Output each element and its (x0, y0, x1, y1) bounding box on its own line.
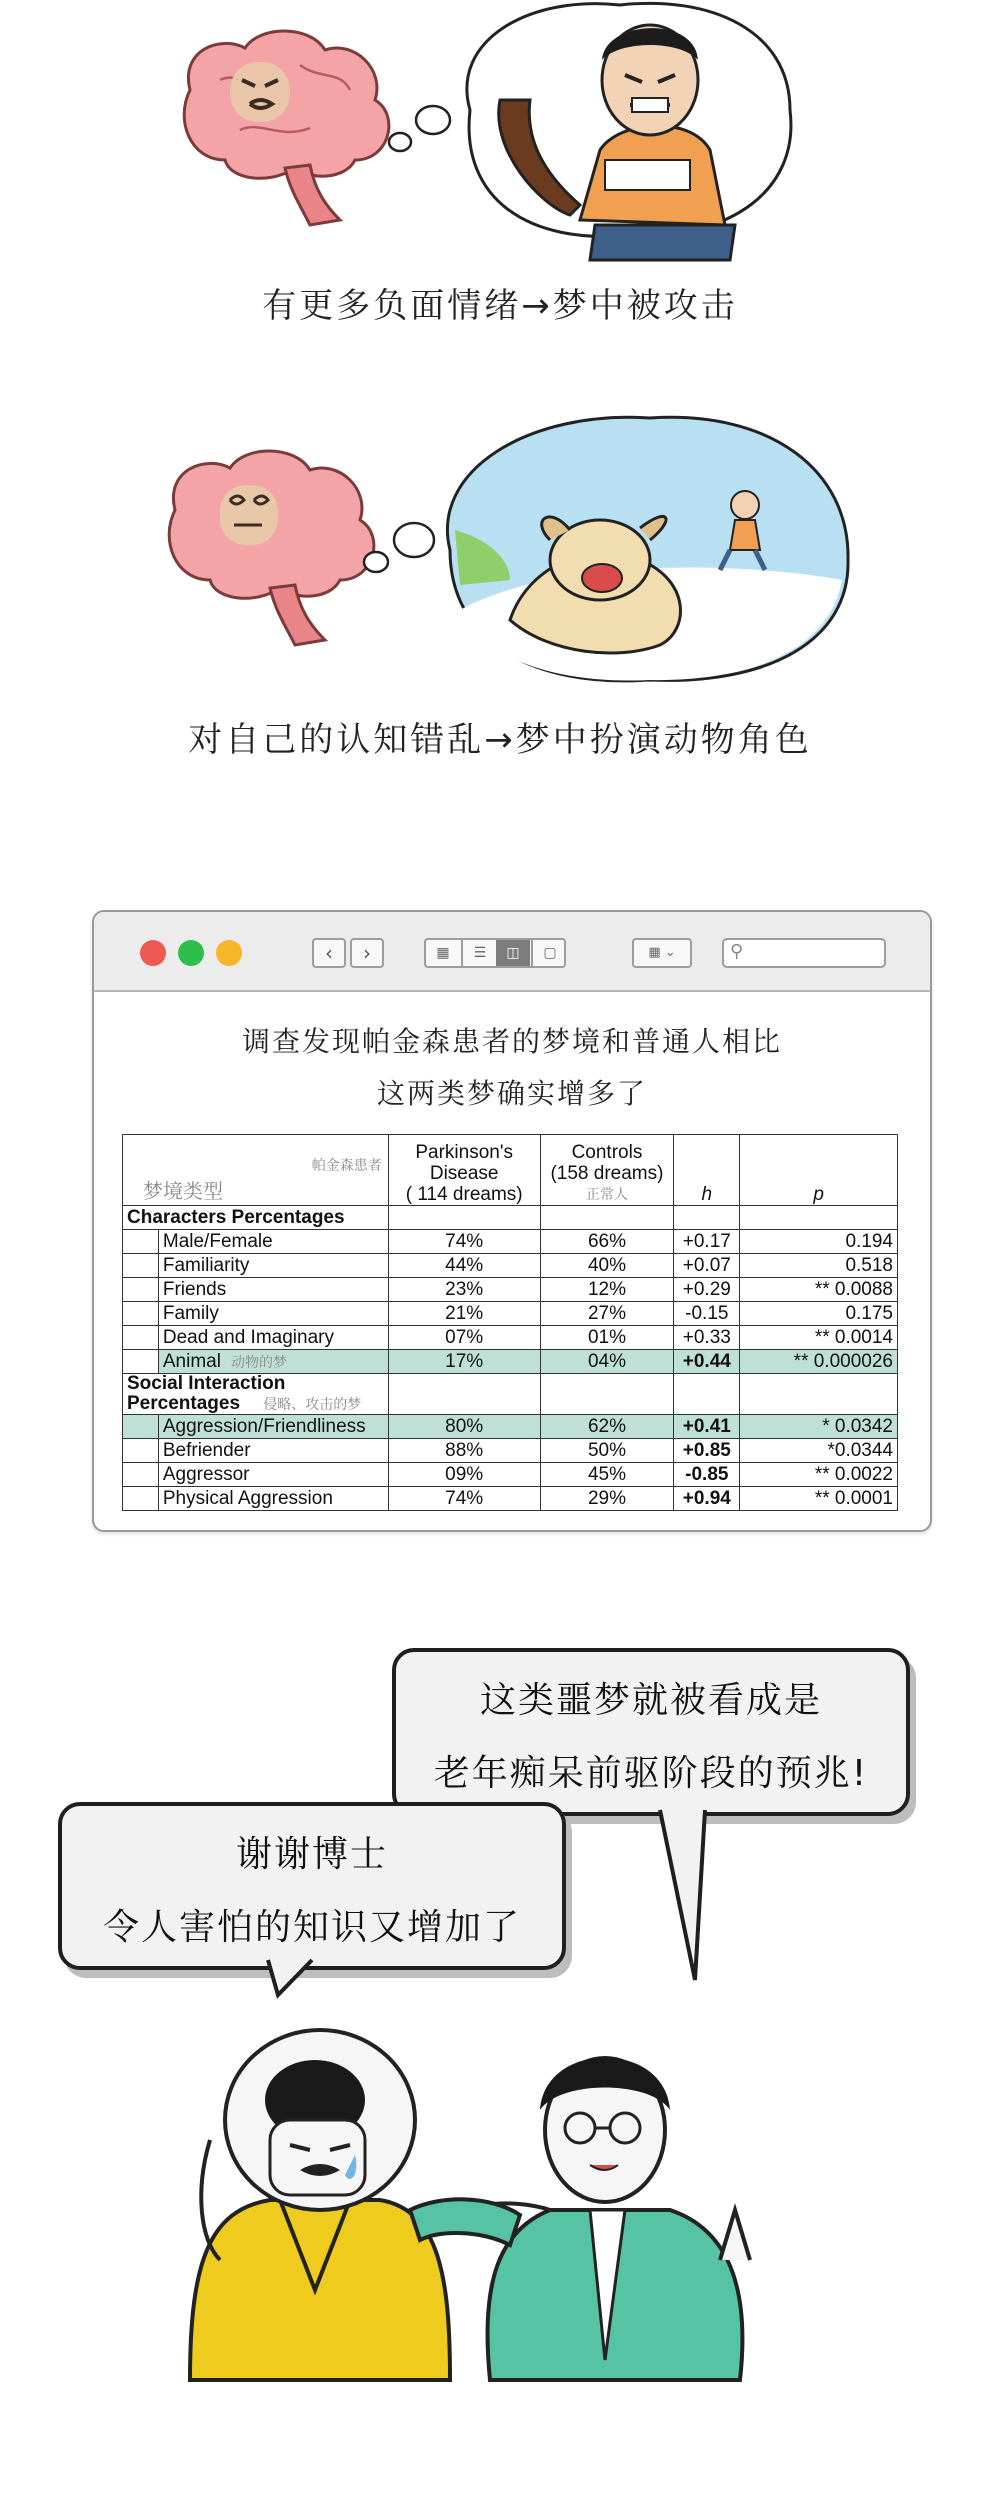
table-row (123, 1415, 898, 1439)
pd-chinese-label: 帕金森患者 (311, 1157, 382, 1173)
h-value: -0.85 (685, 1463, 729, 1485)
column-view-icon[interactable]: ◫ (496, 940, 530, 966)
table-row (123, 1463, 898, 1487)
controls-chinese-label: 正常人 (585, 1186, 628, 1202)
panel-brain-attack-illustration (150, 0, 930, 270)
patient-speech-line2: 令人害怕的知识又增加了 (102, 1907, 521, 1948)
row-label: Male/Female (162, 1230, 273, 1252)
row-indent-cell (123, 1463, 159, 1487)
h-value: +0.85 (682, 1439, 731, 1461)
patient-speech-line1: 谢谢博士 (235, 1834, 388, 1875)
caption-cognitive-confusion: 对自己的认知错乱→梦中扮演动物角色 (188, 720, 812, 760)
row-label: Aggressor (162, 1463, 250, 1485)
doctor-speech-line2: 老年痴呆前驱阶段的预兆! (433, 1753, 869, 1794)
controls-value: 04% (587, 1350, 626, 1372)
h-value: +0.17 (682, 1230, 731, 1252)
h-value: +0.33 (682, 1326, 731, 1348)
controls-column-header (540, 1135, 674, 1206)
p-value: ** 0.0088 (814, 1278, 893, 1300)
table-row (123, 1254, 898, 1278)
controls-value: 66% (587, 1230, 626, 1252)
row-label: Befriender (162, 1439, 251, 1461)
arrange-menu-button[interactable]: ▦ ⌄ (632, 938, 692, 968)
p-value: *0.0344 (827, 1439, 893, 1461)
brain-icon (169, 451, 374, 645)
pd-value: 88% (445, 1439, 484, 1461)
row-indent-cell (123, 1302, 159, 1326)
search-icon: ⚲ (730, 941, 744, 962)
aggression-chinese-label: 侵略、攻击的梦 (263, 1396, 362, 1412)
doctor-speech-line1: 这类噩梦就被看成是 (479, 1680, 822, 1721)
back-button[interactable]: ‹ (312, 938, 346, 968)
p-value: 0.175 (845, 1302, 893, 1324)
row-label: Dead and Imaginary (162, 1326, 334, 1348)
row-label: Animal (162, 1350, 221, 1372)
zoom-dot-icon[interactable] (216, 940, 242, 966)
controls-value: 27% (587, 1302, 626, 1324)
pd-value: 74% (445, 1230, 484, 1252)
forward-button[interactable]: › (350, 938, 384, 968)
dream-comparison-table (122, 1134, 898, 1511)
row-indent-cell (123, 1278, 159, 1302)
section-row-social (123, 1374, 898, 1415)
close-dot-icon[interactable] (140, 940, 166, 966)
pd-value: 80% (445, 1415, 484, 1437)
controls-value: 62% (587, 1415, 626, 1437)
doctor-speech-bubble (392, 1648, 910, 1816)
row-label: Family (162, 1302, 219, 1324)
pd-value: 21% (445, 1302, 484, 1324)
row-label: Familiarity (162, 1254, 250, 1276)
table-row (123, 1487, 898, 1511)
controls-value: 40% (587, 1254, 626, 1276)
list-view-icon[interactable]: ☰ (461, 940, 497, 966)
p-value: * 0.0342 (822, 1415, 893, 1437)
h-value: +0.07 (682, 1254, 731, 1276)
row-label: Physical Aggression (162, 1487, 333, 1509)
controls-value: 45% (587, 1463, 626, 1485)
table-row (123, 1350, 898, 1374)
controls-value: 29% (587, 1487, 626, 1509)
doctor-icon (410, 2058, 750, 2381)
p-header-label: p (813, 1184, 824, 1205)
p-column-header (740, 1135, 898, 1206)
row-indent-cell (123, 1487, 159, 1511)
h-value: +0.94 (682, 1487, 731, 1509)
characters-illustration (150, 1960, 850, 2390)
row-label: Aggression/Friendliness (162, 1415, 366, 1437)
pd-column-header (388, 1135, 540, 1206)
window-titlebar (94, 912, 930, 992)
p-value: ** 0.0014 (814, 1326, 893, 1348)
section-social-line2: Percentages (127, 1393, 241, 1414)
caption-negative-emotion: 有更多负面情绪→梦中被攻击 (262, 286, 738, 326)
row-indent-cell (123, 1415, 159, 1439)
h-value: -0.15 (685, 1302, 729, 1324)
row-indent-cell (123, 1350, 159, 1374)
p-value: ** 0.0022 (814, 1463, 893, 1485)
pd-value: 74% (445, 1487, 484, 1509)
section-social-line1: Social Interaction (127, 1373, 286, 1394)
table-row (123, 1278, 898, 1302)
search-input[interactable] (722, 938, 886, 968)
pd-header-line2: Disease (429, 1163, 499, 1184)
panel-brain-animal-illustration (130, 410, 910, 700)
h-column-header (674, 1135, 740, 1206)
h-value: +0.41 (682, 1415, 731, 1437)
row-indent-cell (123, 1230, 159, 1254)
pd-header-line1: Parkinson's (415, 1142, 513, 1163)
minimize-dot-icon[interactable] (178, 940, 204, 966)
section-row-characters (123, 1206, 898, 1230)
table-row (123, 1230, 898, 1254)
window-title-line2: 这两类梦确实增多了 (376, 1077, 647, 1110)
p-value: 0.518 (845, 1254, 893, 1276)
section-social-label (123, 1374, 389, 1415)
p-value: ** 0.000026 (793, 1350, 893, 1372)
p-value: 0.194 (845, 1230, 893, 1252)
icon-view-icon[interactable]: ▦ (436, 945, 450, 961)
pd-header-line3: ( 114 dreams) (405, 1184, 523, 1205)
h-value: +0.29 (682, 1278, 731, 1300)
controls-header-line2: (158 dreams) (550, 1163, 664, 1184)
row-indent-cell (123, 1439, 159, 1463)
row-label: Friends (162, 1278, 227, 1300)
row-indent-cell (123, 1326, 159, 1350)
pd-value: 07% (445, 1326, 484, 1348)
window-title-line1: 调查发现帕金森患者的梦境和普通人相比 (241, 1025, 782, 1058)
h-value: +0.44 (682, 1350, 731, 1372)
controls-value: 50% (587, 1439, 626, 1461)
section-characters-label: Characters Percentages (123, 1206, 389, 1230)
pd-value: 17% (445, 1350, 484, 1372)
row-indent-cell (123, 1254, 159, 1278)
view-mode-group (424, 938, 566, 968)
controls-value: 12% (587, 1278, 626, 1300)
table-row (123, 1439, 898, 1463)
gallery-view-icon[interactable]: ▢ (531, 940, 567, 966)
controls-value: 01% (587, 1326, 626, 1348)
pd-value: 09% (445, 1463, 484, 1485)
p-value: ** 0.0001 (814, 1487, 893, 1509)
brain-icon (184, 31, 389, 225)
table-header-row (123, 1135, 898, 1206)
dream-type-header: 梦境类型 (143, 1181, 223, 1203)
controls-header-line1: Controls (571, 1142, 643, 1163)
table-row (123, 1326, 898, 1350)
pd-value: 23% (445, 1278, 484, 1300)
pd-value: 44% (445, 1254, 484, 1276)
mac-window (92, 910, 932, 1532)
table-row (123, 1302, 898, 1326)
patient-icon (190, 2030, 450, 2380)
h-header-label: h (701, 1184, 713, 1205)
animal-chinese-label: 动物的梦 (230, 1353, 287, 1370)
